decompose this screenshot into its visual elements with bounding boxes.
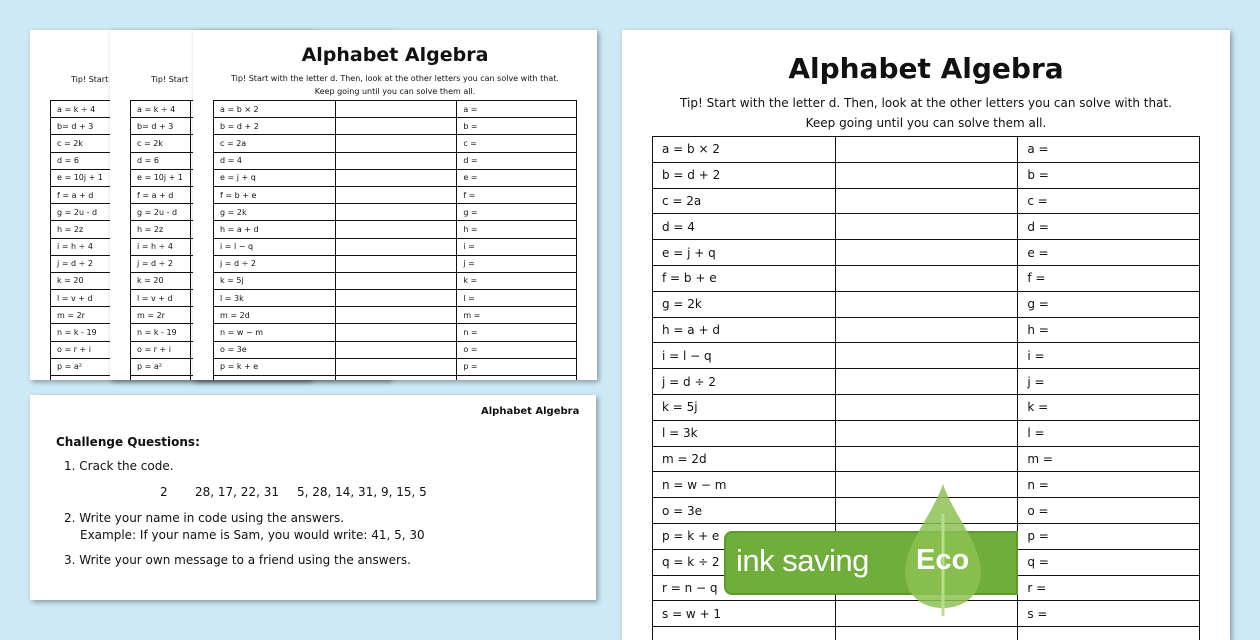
equation-cell: d = 4 <box>653 214 836 240</box>
answer-cell[interactable]: i = <box>457 238 577 255</box>
equation-cell: k = 20 <box>131 272 191 289</box>
working-cell[interactable] <box>835 137 1018 163</box>
equation-cell: c = 2k <box>131 135 191 152</box>
equation-cell: o = r + i <box>51 341 111 358</box>
equation-cell: s = w + 1 <box>653 601 836 627</box>
answer-cell[interactable]: c = <box>1018 188 1200 214</box>
working-cell[interactable] <box>335 272 457 289</box>
table-row <box>653 162 1200 188</box>
empty-cell <box>335 376 457 381</box>
table-row <box>214 238 577 255</box>
tip-line-1: Tip! Start with the letter d. Then, look at the other letters you can solve with that. <box>680 96 1172 110</box>
answer-cell[interactable]: r = <box>1018 575 1200 601</box>
table-row <box>214 341 577 358</box>
working-cell[interactable] <box>835 394 1018 420</box>
answer-cell[interactable]: n = <box>1018 472 1200 498</box>
table-row <box>653 214 1200 240</box>
answer-cell[interactable]: h = <box>1018 317 1200 343</box>
answer-cell[interactable]: e = <box>1018 240 1200 266</box>
equation-cell: a = b × 2 <box>214 101 336 118</box>
equation-cell: o = 3e <box>214 341 336 358</box>
equation-cell: d = 6 <box>131 152 191 169</box>
working-cell[interactable] <box>335 238 457 255</box>
answer-cell[interactable]: b = <box>457 118 577 135</box>
question-2-example: Example: If your name is Sam, you would write: 41, 5, 30 <box>80 528 425 542</box>
answer-cell[interactable]: o = <box>1018 498 1200 524</box>
answer-cell[interactable]: k = <box>457 272 577 289</box>
answer-cell[interactable]: j = <box>1018 369 1200 395</box>
equation-cell: r = n − q <box>653 575 836 601</box>
answer-cell[interactable]: f = <box>457 186 577 203</box>
table-row <box>214 169 577 186</box>
table-row <box>214 290 577 307</box>
working-cell[interactable] <box>335 307 457 324</box>
working-cell[interactable] <box>835 446 1018 472</box>
answer-cell[interactable]: b = <box>1018 162 1200 188</box>
table-row <box>653 369 1200 395</box>
working-cell[interactable] <box>835 343 1018 369</box>
equation-cell: b= d + 3 <box>131 118 191 135</box>
equation-cell: a = k ÷ 4 <box>51 101 111 118</box>
answer-cell[interactable]: p = <box>457 358 577 375</box>
equation-cell: q = k ÷ 2 <box>653 549 836 575</box>
eco-label: Eco <box>916 544 970 576</box>
code-1: 2 <box>160 485 168 499</box>
equation-cell: i = h ÷ 4 <box>131 238 191 255</box>
working-cell[interactable] <box>835 317 1018 343</box>
working-cell[interactable] <box>835 162 1018 188</box>
equation-cell: f = a + d <box>131 186 191 203</box>
equation-cell: c = 2a <box>214 135 336 152</box>
table-row <box>214 221 577 238</box>
equation-cell: e = 10j + 1 <box>51 169 111 186</box>
table-row-partial <box>653 627 1200 640</box>
table-row <box>653 394 1200 420</box>
equation-cell: f = b + e <box>214 186 336 203</box>
working-cell[interactable] <box>335 186 457 203</box>
equation-cell: f = b + e <box>653 265 836 291</box>
challenge-heading: Challenge Questions: <box>56 435 200 449</box>
worksheet-title: Alphabet Algebra <box>788 52 1064 85</box>
working-cell[interactable] <box>835 188 1018 214</box>
working-cell[interactable] <box>335 169 457 186</box>
equation-cell: f = a + d <box>51 186 111 203</box>
empty-cell <box>1018 627 1200 640</box>
equations-table <box>213 100 577 380</box>
working-cell[interactable] <box>335 204 457 221</box>
equation-cell: k = 5j <box>214 272 336 289</box>
equation-cell: m = 2r <box>51 307 111 324</box>
equation-cell: n = k - 19 <box>131 324 191 341</box>
table-row <box>653 291 1200 317</box>
table-row <box>653 137 1200 163</box>
table-row <box>653 317 1200 343</box>
answer-cell[interactable]: p = <box>1018 523 1200 549</box>
empty-cell <box>131 376 191 381</box>
equation-cell: n = w − m <box>653 472 836 498</box>
working-cell[interactable] <box>335 118 457 135</box>
working-cell[interactable] <box>335 101 457 118</box>
table-row-partial <box>214 376 577 381</box>
equation-cell: g = 2k <box>214 204 336 221</box>
table-row <box>214 324 577 341</box>
equation-cell: h = 2z <box>131 221 191 238</box>
table-row <box>214 135 577 152</box>
table-row <box>214 101 577 118</box>
equation-cell: e = j + q <box>653 240 836 266</box>
answer-cell[interactable]: m = <box>1018 446 1200 472</box>
table-row <box>214 186 577 203</box>
empty-cell <box>51 376 111 381</box>
empty-cell <box>835 627 1018 640</box>
answer-cell[interactable]: q = <box>1018 549 1200 575</box>
equation-cell: p = a² <box>51 358 111 375</box>
equation-cell: p = k + e <box>214 358 336 375</box>
empty-cell <box>653 627 836 640</box>
equation-cell: g = 2u - d <box>131 204 191 221</box>
equation-cell: a = k ÷ 4 <box>131 101 191 118</box>
working-cell[interactable] <box>335 152 457 169</box>
challenge-sheet <box>30 395 596 600</box>
table-row <box>653 240 1200 266</box>
answer-cell[interactable]: c = <box>457 135 577 152</box>
answer-cell[interactable]: d = <box>457 152 577 169</box>
equation-cell: m = 2d <box>214 307 336 324</box>
empty-cell <box>214 376 336 381</box>
challenge-header: Alphabet Algebra <box>481 406 580 417</box>
equation-cell: g = 2u - d <box>51 204 111 221</box>
answer-cell[interactable]: f = <box>1018 265 1200 291</box>
equation-cell: j = d ÷ 2 <box>51 255 111 272</box>
table-row <box>214 307 577 324</box>
equation-cell: j = d ÷ 2 <box>131 255 191 272</box>
equation-cell: i = h ÷ 4 <box>51 238 111 255</box>
answer-cell[interactable]: n = <box>457 324 577 341</box>
worksheet-version-c <box>193 30 597 380</box>
equation-cell: m = 2d <box>653 446 836 472</box>
answer-cell[interactable]: g = <box>1018 291 1200 317</box>
question-1: 1. Crack the code. <box>64 459 174 473</box>
answer-cell[interactable]: a = <box>457 101 577 118</box>
answer-cell[interactable]: s = <box>1018 601 1200 627</box>
working-cell[interactable] <box>835 265 1018 291</box>
answer-cell[interactable]: e = <box>457 169 577 186</box>
answer-cell[interactable]: o = <box>457 341 577 358</box>
equation-cell: e = j + q <box>214 169 336 186</box>
question-2: 2. Write your name in code using the answers. <box>64 511 345 525</box>
table-row <box>214 118 577 135</box>
equation-cell: p = a² <box>131 358 191 375</box>
tip-line-2: Keep going until you can solve them all. <box>314 87 476 96</box>
equation-cell: o = 3e <box>653 498 836 524</box>
equation-cell: h = 2z <box>51 221 111 238</box>
answer-cell[interactable]: i = <box>1018 343 1200 369</box>
working-cell[interactable] <box>835 240 1018 266</box>
equation-cell: p = k + e <box>653 523 836 549</box>
equation-cell: d = 6 <box>51 152 111 169</box>
table-row <box>653 343 1200 369</box>
answer-cell[interactable]: h = <box>457 221 577 238</box>
working-cell[interactable] <box>835 369 1018 395</box>
equation-cell: l = v + d <box>51 290 111 307</box>
tip-line-1: Tip! Start with the letter d. Then, look at the other letters you can solve with that. <box>231 74 559 83</box>
answer-cell[interactable]: l = <box>1018 420 1200 446</box>
table-row <box>653 265 1200 291</box>
equation-cell: c = 2k <box>51 135 111 152</box>
worksheet-title: Alphabet Algebra <box>301 44 489 66</box>
tip-text: Tip! Start <box>71 75 109 84</box>
equation-cell: h = a + d <box>653 317 836 343</box>
table-row <box>214 255 577 272</box>
equation-cell: l = 3k <box>653 420 836 446</box>
table-row <box>653 420 1200 446</box>
answer-cell[interactable]: d = <box>1018 214 1200 240</box>
tip-text: Tip! Start <box>151 75 189 84</box>
working-cell[interactable] <box>335 221 457 238</box>
working-cell[interactable] <box>335 290 457 307</box>
answer-cell[interactable]: a = <box>1018 137 1200 163</box>
equation-cell: c = 2a <box>653 188 836 214</box>
equation-cell: g = 2k <box>653 291 836 317</box>
table-row <box>214 358 577 375</box>
equation-cell: l = 3k <box>214 290 336 307</box>
working-cell[interactable] <box>335 135 457 152</box>
equation-cell: b= d + 3 <box>51 118 111 135</box>
equation-cell: n = w − m <box>214 324 336 341</box>
code-3: 5, 28, 14, 31, 9, 15, 5 <box>297 485 427 499</box>
table-row <box>214 272 577 289</box>
working-cell[interactable] <box>835 420 1018 446</box>
equation-cell: i = l − q <box>653 343 836 369</box>
table-row <box>653 188 1200 214</box>
working-cell[interactable] <box>335 341 457 358</box>
equation-cell: i = l − q <box>214 238 336 255</box>
equation-cell: k = 5j <box>653 394 836 420</box>
working-cell[interactable] <box>335 358 457 375</box>
working-cell[interactable] <box>335 324 457 341</box>
equation-cell: a = b × 2 <box>653 137 836 163</box>
equation-cell: l = v + d <box>131 290 191 307</box>
equation-cell: n = k - 19 <box>51 324 111 341</box>
equation-cell: j = d ÷ 2 <box>214 255 336 272</box>
tip-line-2: Keep going until you can solve them all. <box>805 116 1047 130</box>
answer-cell[interactable]: m = <box>457 307 577 324</box>
answer-cell[interactable]: k = <box>1018 394 1200 420</box>
equation-cell: j = d ÷ 2 <box>653 369 836 395</box>
equation-cell: o = r + i <box>131 341 191 358</box>
answer-cell[interactable]: l = <box>457 290 577 307</box>
equation-cell: h = a + d <box>214 221 336 238</box>
table-row <box>214 204 577 221</box>
table-row <box>653 446 1200 472</box>
ink-saving-label: ink saving <box>736 543 869 578</box>
equation-cell: b = d + 2 <box>214 118 336 135</box>
answer-cell[interactable]: j = <box>457 255 577 272</box>
equation-cell: d = 4 <box>214 152 336 169</box>
empty-cell <box>457 376 577 381</box>
equation-cell: b = d + 2 <box>653 162 836 188</box>
working-cell[interactable] <box>335 255 457 272</box>
table-row <box>214 152 577 169</box>
working-cell[interactable] <box>835 214 1018 240</box>
question-3: 3. Write your own message to a friend using the answers. <box>64 553 411 567</box>
equation-cell: m = 2r <box>131 307 191 324</box>
answer-cell[interactable]: g = <box>457 204 577 221</box>
working-cell[interactable] <box>835 291 1018 317</box>
equation-cell: k = 20 <box>51 272 111 289</box>
code-2: 28, 17, 22, 31 <box>195 485 279 499</box>
equation-cell: e = 10j + 1 <box>131 169 191 186</box>
